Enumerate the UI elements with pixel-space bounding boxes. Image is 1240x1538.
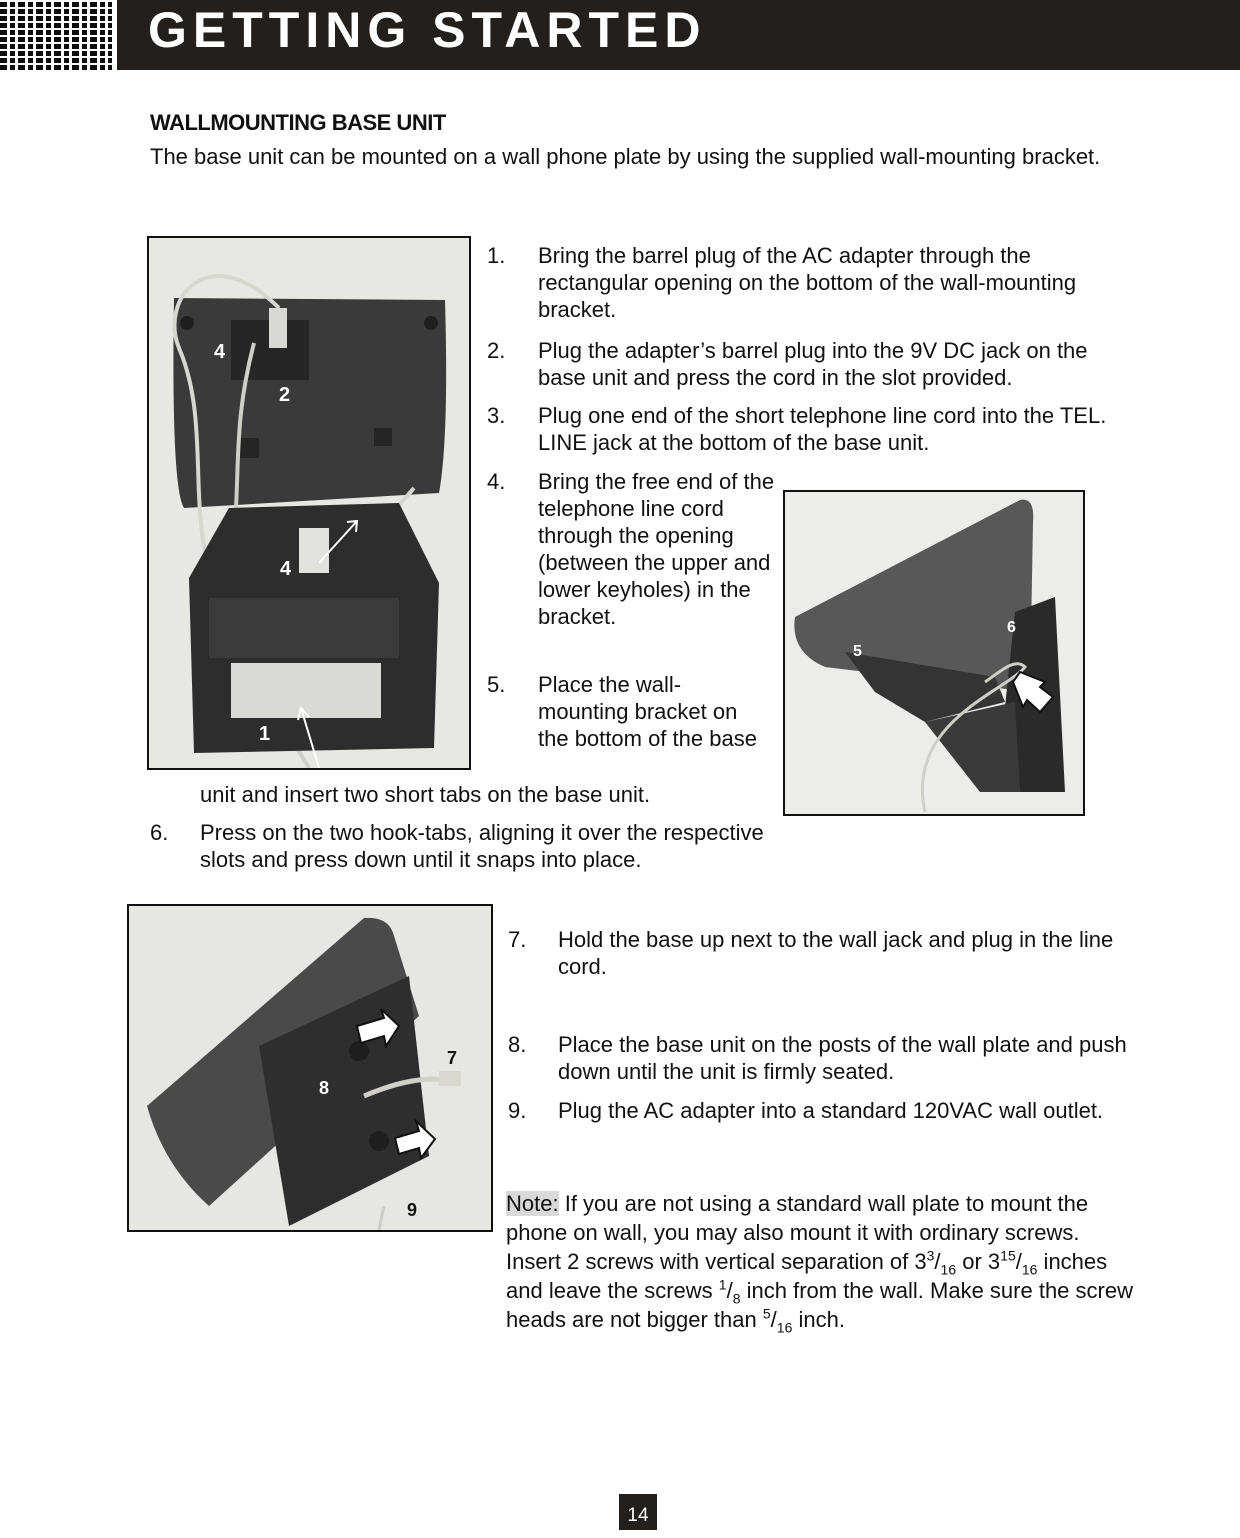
page-title: GETTING STARTED <box>148 2 707 58</box>
note-text-3: inches and leave the screws <box>506 1249 1108 1303</box>
fraction-numerator: 15 <box>1000 1247 1016 1264</box>
photo-side-view <box>783 490 1085 816</box>
fraction-numerator: 3 <box>926 1247 935 1264</box>
note-text-1: If you are not using a standard wall plate to mount the phone on wall, you may also mount it with ordinary screws. Insert 2 screws with vertical separation of 3 <box>506 1191 1089 1274</box>
step-3 <box>487 402 1137 456</box>
step-5 <box>487 671 767 752</box>
step-text: Bring the free end of the telephone line cord through the opening (between the upper and lower keyholes) in the bracket. <box>538 469 775 629</box>
note-text-2: or 3 <box>956 1249 1001 1274</box>
fraction-denominator: 16 <box>776 1319 793 1336</box>
step-4 <box>487 468 777 630</box>
photo1-label-1: 1 <box>259 723 271 745</box>
step-2 <box>487 337 1137 391</box>
step-text: Hold the base up next to the wall jack and plug in the line cord. <box>558 927 1114 979</box>
photo2-label-5: 5 <box>853 643 862 660</box>
step-text: unit and insert two short tabs on the base unit. <box>200 782 651 807</box>
step-8 <box>508 1031 1128 1085</box>
note-text-5: inch. <box>792 1307 845 1332</box>
step-text: Bring the barrel plug of the AC adapter through the rectangular opening on the bottom of the wall-mounting bracket. <box>538 243 1077 322</box>
fraction-numerator: 5 <box>762 1305 771 1322</box>
step-number: 2. <box>487 338 506 363</box>
step-9 <box>508 1097 1128 1124</box>
fraction-denominator: 8 <box>732 1290 741 1307</box>
photo2-label-6: 6 <box>1007 619 1016 636</box>
photo-base-and-bracket-illustration <box>149 238 469 768</box>
photo3-label-7: 7 <box>447 1048 458 1068</box>
photo3-label-8: 8 <box>319 1078 330 1098</box>
photo1-label-3: 4 <box>214 341 226 363</box>
step-number: 1. <box>487 243 506 268</box>
photo1-label-4: 4 <box>280 558 292 580</box>
step-6 <box>150 819 810 873</box>
fraction-numerator: 1 <box>718 1276 727 1293</box>
step-number: 6. <box>150 820 169 845</box>
section-title: WALLMOUNTING BASE UNIT <box>150 110 446 135</box>
mounting-note: Note: If you are not using a standard wall plate to mount the phone on wall, you may also mount it with ordinary screws. Insert 2 screws with vertical separation of $3^3/_{16}$ or $3^{15}/_{16}$ inches and leave the screws $^1/_8$ inch from the wall. Make sure the screw heads are not bigger than $^5/_{16}$ inch. <box>506 1191 1133 1336</box>
photo1-label-2: 2 <box>279 384 291 406</box>
step-number: 4. <box>487 469 506 494</box>
photo-side-view-illustration <box>785 492 1083 814</box>
fraction-denominator: 16 <box>1021 1261 1038 1278</box>
step-5-continuation <box>200 781 780 808</box>
page-number: 14 <box>619 1494 657 1530</box>
photo-wall-mounted <box>127 904 493 1232</box>
step-text: Plug the adapter’s barrel plug into the 9V DC jack on the base unit and press the cord in the slot provided. <box>538 338 1088 390</box>
step-number: 8. <box>508 1032 527 1057</box>
step-7 <box>508 926 1128 980</box>
step-number: 9. <box>508 1098 527 1123</box>
photo3-label-9: 9 <box>407 1200 418 1220</box>
step-text: Plug one end of the short telephone line cord into the TEL. LINE jack at the bottom of the base unit. <box>538 403 1107 455</box>
step-text: Plug the AC adapter into a standard 120VAC wall outlet. <box>558 1098 1104 1123</box>
step-text: Place the wall-mounting bracket on the bottom of the base <box>538 672 757 751</box>
step-number: 7. <box>508 927 527 952</box>
fraction-denominator: 16 <box>940 1261 957 1278</box>
step-number: 3. <box>487 403 506 428</box>
photo-base-and-bracket <box>147 236 471 770</box>
step-number: 5. <box>487 672 506 697</box>
photo-wall-mounted-illustration <box>129 906 491 1230</box>
note-text-4: inch from the wall. Make sure the screw heads are not bigger than <box>506 1278 1133 1332</box>
step-1 <box>487 242 1127 323</box>
note-label: Note: <box>506 1191 559 1216</box>
step-text: Press on the two hook-tabs, aligning it over the respective slots and press down until it snaps into place. <box>200 820 764 872</box>
step-text: Place the base unit on the posts of the wall plate and push down until the unit is firmly seated. <box>558 1032 1127 1084</box>
header-logo <box>0 0 112 70</box>
intro-text: The base unit can be mounted on a wall phone plate by using the supplied wall-mounting bracket. <box>150 144 1101 169</box>
